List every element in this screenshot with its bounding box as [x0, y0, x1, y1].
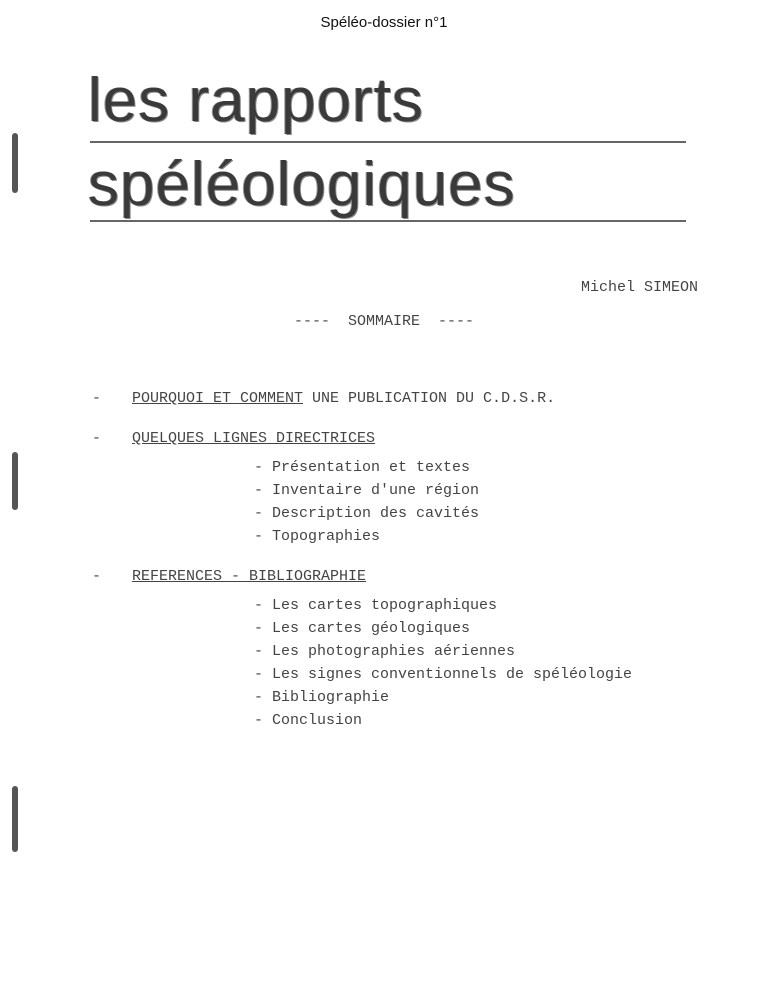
list-item: - Les cartes topographiques	[254, 597, 498, 614]
section-dash: -	[92, 390, 102, 407]
list-item: - Conclusion	[254, 712, 363, 729]
list-item: - Bibliographie	[254, 689, 390, 706]
binder-hole-mark	[12, 133, 18, 193]
sommaire-heading: ---- SOMMAIRE ----	[293, 313, 475, 330]
list-item: - Les signes conventionnels de spéléologie	[254, 666, 633, 683]
section-pourquoi	[92, 390, 555, 407]
title-line-1: les rapports	[88, 66, 424, 135]
list-item: - Description des cavités	[254, 505, 480, 522]
section-title-rest: UNE PUBLICATION DU C.D.S.R.	[303, 390, 556, 407]
page-header: Spéléo-dossier n°1	[320, 14, 448, 31]
binder-hole-mark	[12, 786, 18, 852]
title-line-2: spéléologiques	[88, 150, 516, 219]
section-lignes-directrices	[92, 430, 375, 447]
list-item: - Présentation et textes	[254, 459, 471, 476]
list-item: - Topographies	[254, 528, 381, 545]
section-dash: -	[92, 430, 102, 447]
author: Michel SIMEON	[580, 279, 698, 296]
title-rule-1	[90, 141, 686, 143]
list-item: - Inventaire d'une région	[254, 482, 480, 499]
section-references	[92, 568, 366, 585]
title-rule-2	[90, 220, 686, 222]
list-item: - Les photographies aériennes	[254, 643, 516, 660]
binder-hole-mark	[12, 452, 18, 510]
section-title: QUELQUES LIGNES DIRECTRICES	[132, 430, 376, 447]
section-dash: -	[92, 568, 102, 585]
section-title: REFERENCES - BIBLIOGRAPHIE	[132, 568, 367, 585]
list-item: - Les cartes géologiques	[254, 620, 471, 637]
section-title: POURQUOI ET COMMENT	[132, 390, 304, 407]
